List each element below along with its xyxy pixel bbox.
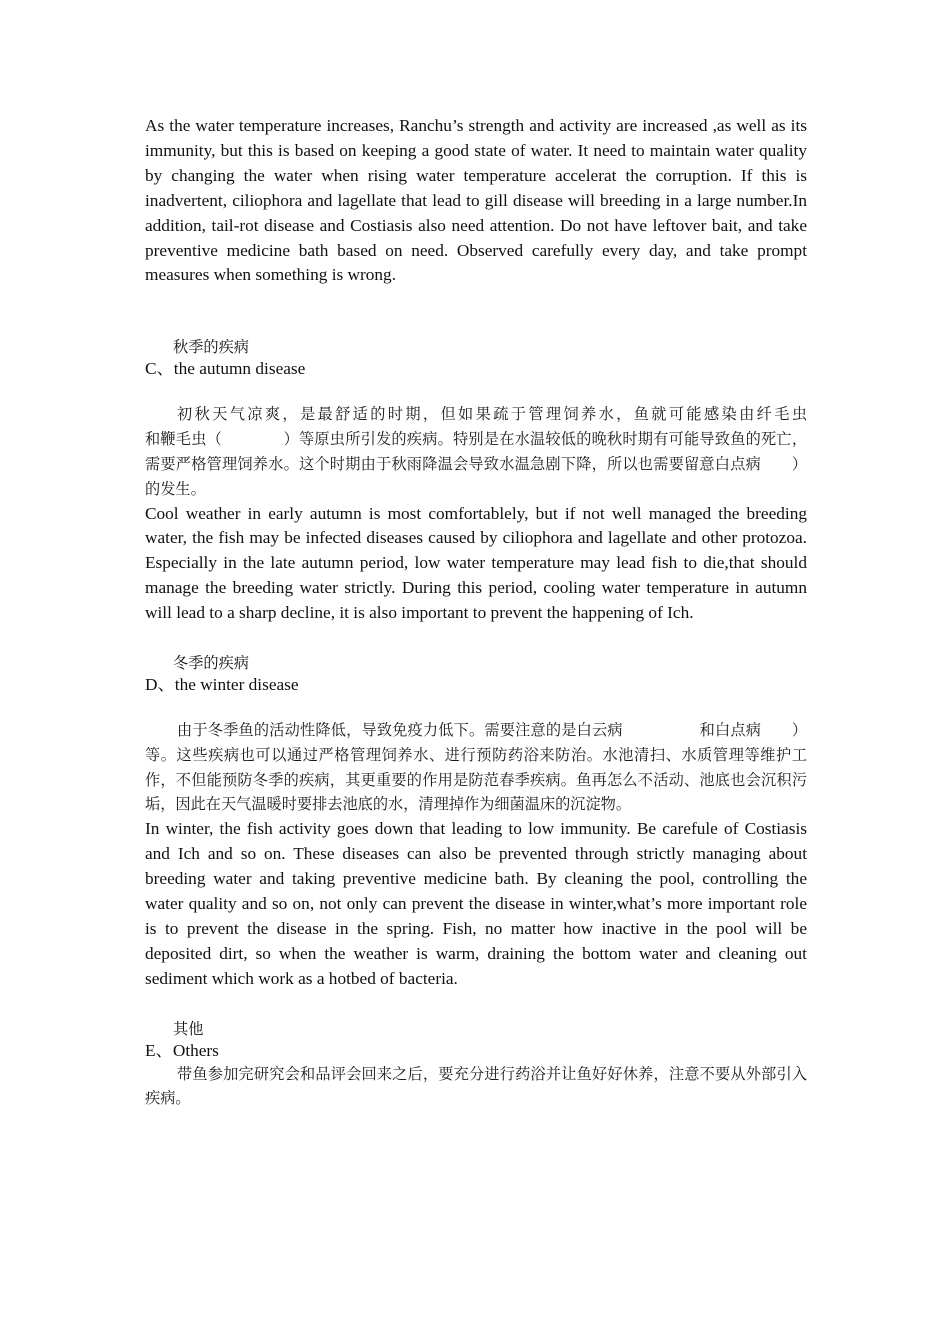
intro-paragraph: As the water temperature increases, Ranchu’s strength and activity are increased ,as well as its immunity, but this is based on keeping a good state of water. It need to maintain water quality by changing the water when rising water temperature accelerat the corruption. If this is inadvertent, ciliophora and lagellate that lead to gill disease will breeding in a large number.In addition, tail-rot disease and Costiasis also need attention. Do not have leftover bait, and take preventive medicine bath based on need. Observed carefully every day, and take prompt measures when something is wrong. [145,116,807,285]
winter-body-en: In winter, the fish activity goes down that leading to low immunity. Be carefule of Costiasis and Ich and so on. These diseases can also be prevented through strictly managing about breeding water and taking preventive medicine bath. By cleaning the pool, controlling the water quality and so on, not only can prevent the disease in winter,what’s more important role is to prevent the disease in the spring. Fish, no matter how inactive in the pool will be deposited dirt, so when the weather is warm, draining the bottom water and cleaning out sediment which work as a hotbed of bacteria. [145,819,807,988]
winter-heading-zh: 冬季的疾病 [173,654,249,673]
autumn-heading-en: C、the autumn disease [145,359,306,379]
winter-section [145,652,807,992]
autumn-heading-zh: 秋季的疾病 [173,338,249,357]
others-body-zh: 带鱼参加完研究会和品评会回来之后，要充分进行药浴并让鱼好好休养，注意不要从外部引入疾病。 [145,1064,807,1108]
others-heading-en: E、Others [145,1040,219,1060]
autumn-section [145,336,883,626]
others-heading-zh: 其他 [173,1019,204,1038]
document-page [145,114,883,1111]
others-section [145,1018,807,1112]
autumn-body-zh: 初秋天气凉爽，是最舒适的时期，但如果疏于管理饲养水，鱼就可能感染由纤毛虫 和鞭毛虫（ ）等原虫所引发的疾病。特别是在水温较低的晚秋时期有可能导致鱼的死亡，需要严格管理饲养水。这个时期由于秋雨降温会导致水温急剧下降，所以也需要留意白点病 ）的发生。 [145,405,883,498]
winter-body-zh: 由于冬季鱼的活动性降低，导致免疫力低下。需要注意的是白云病 和白点病 ）等。这些疾病也可以通过严格管理饲养水、进行预防药浴来防治。水池清扫、水质管理等维护工作，不但能预防冬季的疾病，其更重要的作用是防范春季疾病。鱼再怎么不活动、池底也会沉积污垢，因此在天气温暖时要排去池底的水，清理掉作为细菌温床的沉淀物。 [145,721,807,814]
winter-heading-en: D、the winter disease [145,675,299,695]
autumn-body-en: Cool weather in early autumn is most comfortablely, but if not well managed the breeding water, the fish may be infected diseases caused by ciliophora and lagellate and other protozoa. Especially in the late autumn period, low water temperature may lead fish to die,that should manage the breeding water strictly. During this period, cooling water temperature in autumn will lead to a sharp decline, it is also important to prevent the happening of Ich. [145,503,807,623]
